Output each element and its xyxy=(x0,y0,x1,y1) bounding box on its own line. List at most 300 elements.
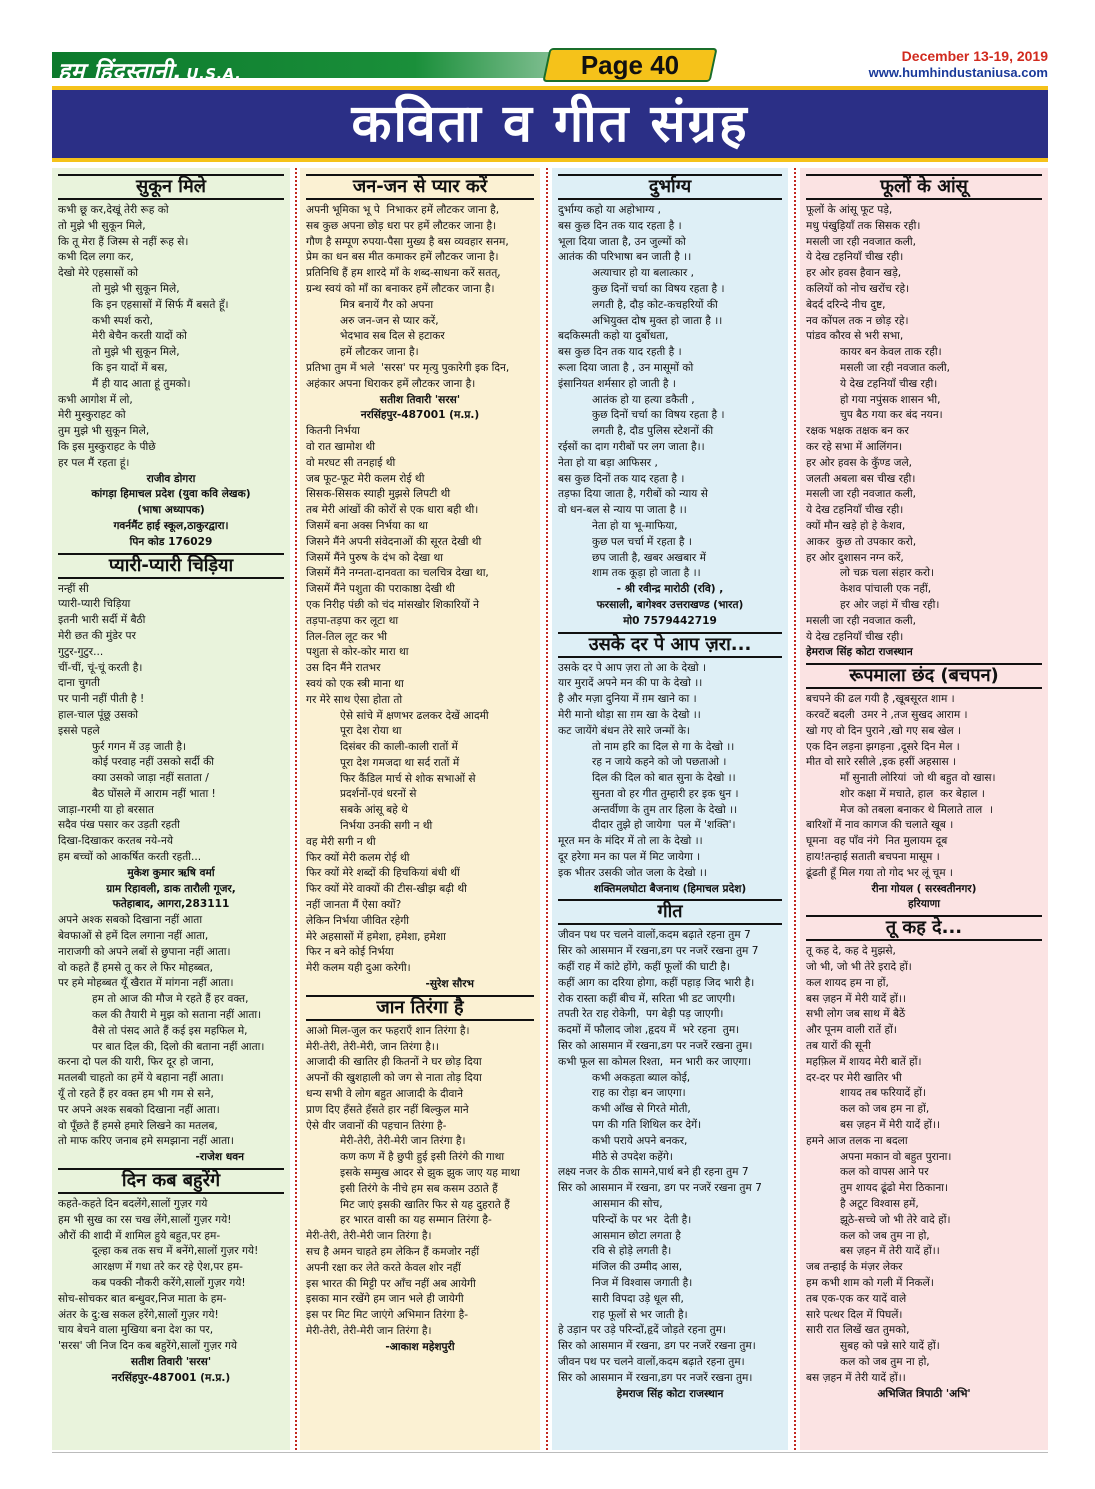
poem-line: दुर्भाग्य कहो या अहोभाग्य , xyxy=(558,204,661,216)
poem-line: बस ज़हन में मेरी यादें हों।। xyxy=(840,1119,941,1132)
column-2 xyxy=(300,168,540,1450)
poem-line: सारी रात लिखें खत तुमको, xyxy=(806,1324,910,1337)
website-link[interactable]: www.humhindustaniusa.com xyxy=(868,65,1048,80)
poem-line: तब यारों की सूनी xyxy=(806,1040,871,1053)
poem-line: सभी लोग जब साथ में बैठें xyxy=(806,1008,906,1021)
poem-line: बस ज़हन में तेरी यादें हों।। xyxy=(806,1371,906,1384)
logo-usa: U.S.A. xyxy=(186,65,242,83)
poem-line: बस ज़हन में तेरी यादें हों।। xyxy=(840,1245,940,1258)
poem-line: वो पूँछते हैं हमसे हमारे लिखने का मतलब, xyxy=(58,1119,218,1132)
poem-line: परिन्दों के पर भर देती है। xyxy=(592,1213,692,1226)
poem-line: हर भारत वासी का यह सम्मान तिरंगा है- xyxy=(340,1214,492,1227)
page-number: Page 40 xyxy=(580,50,680,80)
poem-line: मेरी-तेरी, तेरी-मेरी जान तिरंगा है। xyxy=(306,1324,432,1337)
poem-line: आओ मिल-जुल कर फहराएँ शान तिरंगा है। xyxy=(306,1024,470,1037)
author-line: गवर्नमैंट हाई स्कूल,ठाकुरद्वारा। xyxy=(113,519,229,532)
poem-line: शायद तब फरियादें हों। xyxy=(840,1087,927,1100)
poem-line: रह न जाये कहने को जो पछताओ । xyxy=(592,756,727,769)
poem-line: पांडव कौरव से भरी सभा, xyxy=(806,330,904,343)
poem-line: चाय बेचने वाला मुखिया बना देश का पर, xyxy=(58,1324,214,1337)
poem-line: प्यारी-प्यारी चिड़िया xyxy=(58,598,131,611)
poem-line: पर अपने अश्क सबको दिखाना नहीं आता। xyxy=(58,1103,220,1116)
poem-line: मूरत मन के मंदिर में तो ला के देखो ।। xyxy=(558,835,703,848)
poem-body xyxy=(558,928,782,1386)
poem-line: सब कुछ अपना छोड़ धरा पर हमें लौटकर जाना है। xyxy=(306,219,497,232)
poem-line: अभियुक्त दोष मुक्त हो जाता है ।। xyxy=(592,314,723,327)
poem-line: बैठ घोंसले में आराम नहीं भाता ! xyxy=(92,787,216,800)
poem-author: -राजेश धवन xyxy=(195,1151,244,1164)
poem-line: कल को जब हम ना हों, xyxy=(840,1103,930,1116)
poem-line: जब फूट-फूट मेरी कलम रोई थी xyxy=(306,472,425,485)
poem-author: हेमराज सिंह कोटा राजस्थान xyxy=(616,1387,724,1400)
poem-line: कल को जब तुम ना हो, xyxy=(840,1355,930,1368)
poem-line: वो मरघट सी तनहाई थी xyxy=(306,456,396,469)
poem-title: गीत xyxy=(558,899,782,925)
poem-line: अन्तर्वीणा के तुम तार हिला के देखो ।। xyxy=(592,803,738,816)
poem-line: अंतर के दु:ख सकल हरेंगे,सालों गुज़र गये! xyxy=(58,1308,219,1321)
poem-line: कुछ पल चर्चा में रहता है । xyxy=(592,535,692,548)
poem-line: मसली जा रही नवजात कली, xyxy=(806,235,917,248)
poem-line: कायर बन केवल ताक रही। xyxy=(840,346,942,359)
poem-line: वो कहते हैं हमसे तू कर ले फिर मोहब्बत, xyxy=(58,961,213,974)
poem-author xyxy=(58,866,284,913)
poem-line: कभी दिल लगा कर, xyxy=(58,251,134,264)
poem-line: रक्षक भक्षक तक्षक बन कर xyxy=(806,425,909,438)
poem-title: उसके दर पे आप ज़रा... xyxy=(558,632,782,658)
column-4 xyxy=(800,168,1048,1450)
poem-line: रूला दिया जाता है , उन मासूमों को xyxy=(558,361,694,374)
poem-line: एक निरीह पंछी को चंद मांसखोर शिकारियों ने xyxy=(306,598,479,611)
poem-line: हे उड़ान पर उड़े परिन्दों,हृदें जोड़ते रहना तुम। xyxy=(558,1324,726,1337)
poem-line: रवि से होड़े लगती है। xyxy=(592,1245,672,1258)
poem-line: पूरा देश गमजदा था सर्द रातों में xyxy=(340,756,460,769)
poem-line: इसके सम्मुख आदर से झुक झुक जाए यह माथा xyxy=(340,1167,520,1180)
poem-line: लगती है, दौड़ कोट-कचहरियों की xyxy=(592,298,718,311)
poem-line: मेज को तबला बनाकर थे मिलाते ताल । xyxy=(840,803,993,816)
author-line: रीना गोयल ( सरस्वतीनगर) xyxy=(871,882,977,895)
poem-line: सिर को आसमान में रखना,डग पर नजरें रखना तुम। xyxy=(558,1371,753,1384)
poem-line: तब एक-एक कर यादें वाले xyxy=(806,1292,907,1305)
poem-author: -आकाश महेशपुरी xyxy=(385,1340,455,1353)
poem-line: स्वयं को एक स्त्री माना था xyxy=(306,677,404,690)
poem-line: हर ओर दुशासन नग्न करें, xyxy=(806,551,904,564)
poem-line: कभी आगोश में लो, xyxy=(58,393,133,406)
poem-line: कर रहे सभा में आलिंगन। xyxy=(806,440,903,453)
column-1 xyxy=(52,168,290,1450)
poem-line: तपती रेत राह रोकेगी, पग बेड़ी पड़ जाएगी। xyxy=(558,1008,724,1021)
poem-line: हम बच्चों को आकर्षित करती रहती... xyxy=(58,851,202,864)
poem-line: आसमान की सोच, xyxy=(592,1198,663,1211)
poem-line: अरु जन-जन से प्यार करें, xyxy=(340,314,439,327)
poem-title: दिन कब बहुरेंगे xyxy=(58,1168,284,1194)
poem-line: अपनी भूमिका भू पे निभाकर हमें लौटकर जाना है, xyxy=(306,204,500,216)
poem-line: इसका मान रखेंगे हम जान भले ही जायेगी xyxy=(306,1293,464,1306)
poem-line: अपना मकान वो बहुत पुराना। xyxy=(840,1150,952,1163)
poem-body xyxy=(806,944,1042,1386)
poem-line: बदकिस्मती कहो या दुर्बोधता, xyxy=(558,330,669,343)
poem-line: प्रदर्शनों-एवं धरनों से xyxy=(340,788,417,801)
author-line: राजीव डोगरा xyxy=(146,472,196,485)
author-line: कांगड़ा हिमाचल प्रदेश (युवा कवि लेखक) xyxy=(91,488,251,501)
poem-line: कल को जब तुम ना हो, xyxy=(840,1229,930,1242)
poem-line: जिसमें मैंने पुरुष के दंभ को देखा था xyxy=(306,551,443,564)
poem-author: -सुरेश सौरभ xyxy=(425,978,474,991)
poem-line: नेता हो या बड़ा आफिसर , xyxy=(558,456,658,469)
poem-author xyxy=(306,393,534,425)
poem-line: छप जाती है, खबर अखबार में xyxy=(592,551,706,564)
poem-line: धन्य सभी वे लोग बहुत आजादी के दीवाने xyxy=(306,1088,464,1101)
poem-line: हर ओर हवस के कुँण्ड जले, xyxy=(806,456,913,469)
poem-line: कल शायद हम ना हों, xyxy=(806,976,889,989)
poem-line: बचपने की ढल गयी है ,खूबसूरत शाम । xyxy=(806,693,955,706)
poem-body xyxy=(306,203,534,393)
poem-line: कि इन यादों में बस, xyxy=(92,361,168,374)
poem-line: महफ़िल में शायद मेरी बातें हों। xyxy=(806,1055,922,1068)
author-line: हरियाणा xyxy=(908,898,940,911)
poem-author xyxy=(58,1355,284,1387)
poem-line: मतलबी चाहतो का हमें ये बहाना नहीं आता। xyxy=(58,1072,224,1085)
poem-line: माँ सुनाती लोरियां जो थी बहुत वो खास। xyxy=(840,772,996,785)
poem-line: जिसमें मैंने नग्नता-दानवता का चलचित्र देखा था, xyxy=(306,567,489,580)
poem-line: जो भी, जो भी तेरे इरादे हों। xyxy=(806,961,912,974)
poem-line: सोच-सोचकर बात बन्धुवर,निज माता के हम- xyxy=(58,1292,227,1305)
poem-line: प्रतिनिधि हैं हम शारदे माँ के शब्द-साधना करें सतत्, xyxy=(306,267,501,280)
poem-line: तड़फा दिया जाता है, गरीबों को न्याय से xyxy=(558,488,708,501)
poem-line: फुर्र गगन में उड़ जाती है। xyxy=(92,740,186,753)
poem-line: वैसे तो पंसद आते हैं कई इस महफिल मे, xyxy=(92,1024,248,1037)
column-divider xyxy=(295,168,297,1450)
poem-line: कोई परवाह नहीं उसको सर्दी की xyxy=(92,756,215,769)
poem-line: घूमना वह पाँव नंगे नित मुलायम दूब xyxy=(806,835,948,848)
poem-line: हमें लौटकर जाना है। xyxy=(340,346,419,359)
author-line: सतीश तिवारी 'सरस' xyxy=(379,393,461,406)
poem-line: हर ओर हवस हैवान खड़े, xyxy=(806,267,902,280)
poem-line: निज में विश्वास जगाती है। xyxy=(592,1277,693,1289)
poem-line: तिल-तिल लूट कर भी xyxy=(306,630,388,643)
poem-line: कदमों में फौलाद जोश ,हृदय में भरे रहना तुम। xyxy=(558,1024,740,1037)
poem-line: ग्रन्थ स्वयं को माँ का बनाकर हमें लौटकर जाना है। xyxy=(306,282,495,295)
poem-line: निर्भया उनकी सगी न थी xyxy=(340,820,433,833)
poem-line: तू कह दे, कह दे मुझसे, xyxy=(806,945,896,958)
poem-line: तड़पा-तड़पा कर लूटा था xyxy=(306,614,399,627)
column-3 xyxy=(552,168,788,1450)
poem-line: अपने अश्क सबको दिखाना नहीं आता xyxy=(58,914,203,927)
poem-line: हाय!तन्हाई सताती बचपना मासूम । xyxy=(806,851,940,864)
poem-line: बेवफाओं से हमें दिल लगाना नहीं आता, xyxy=(58,930,209,943)
poem-line: सदैव पंख पसार कर उड़ती रहती xyxy=(58,819,180,832)
poem-line: राह फूलों से भर जाती है। xyxy=(592,1308,688,1321)
poem-body xyxy=(58,913,284,1150)
poem-line: इंसानियत शर्मसार हो जाती है । xyxy=(558,377,676,390)
author-line: ग्राम रिहावली, डाक तारौली गूजर, xyxy=(106,882,236,895)
issue-date: December 13-19, 2019 xyxy=(901,48,1048,64)
poem-line: मसली जा रही नवजात कली, xyxy=(806,614,917,627)
poem-line: बस कुछ दिन तक याद रहता है । xyxy=(558,219,682,232)
poem-line: मेरी बेचैन करती यादों को xyxy=(92,330,187,343)
author-line: मुकेश कुमार ऋषि वर्मा xyxy=(127,866,215,879)
poem-line: अपनों की खुशहाली को जग से नाता तोड़ दिया xyxy=(306,1072,482,1085)
poem-line: लगती है, दौड पुलिस स्टेशनों की xyxy=(592,425,714,438)
poem-line: गर मेरे साथ ऐसा होता तो xyxy=(306,693,403,706)
poem-line: मित्र बनायें गैर को अपना xyxy=(340,298,434,311)
poem-line: मेरी कलम यही दुआ करेगी। xyxy=(306,962,411,975)
poem-line: मंजिल की उम्मीद आस, xyxy=(592,1261,683,1274)
poem-line: भूला दिया जाता है, उन जुल्मों को xyxy=(558,235,686,248)
poem-body xyxy=(558,203,782,582)
poem-title: फूलों के आंसू xyxy=(806,174,1042,200)
poem-line: कि इन एहसासों में सिर्फ मैं बसते हूँ। xyxy=(92,298,229,311)
poem-line: कहीं आग का दरिया होगा, कहीं पहाड़ जिद भारी है। xyxy=(558,976,755,989)
poem-line: इस पर मिट मिट जाएंगे अभिमान तिरंगा है- xyxy=(306,1309,469,1322)
poem-line: ये देख टहनियाँ चीख रही। xyxy=(806,630,904,643)
poem-line: तुम मुझे भी सुकून मिले, xyxy=(58,425,150,438)
poem-line: रईसों का दाग गरीबों पर लग जाता है।। xyxy=(558,440,705,453)
poem-line: फिर क्यों मेरे शब्दों की हिचकियां बंधी थीं xyxy=(306,867,460,880)
poem-line: आतंक हो या हत्या डकैती , xyxy=(592,393,695,406)
poem-body xyxy=(306,424,534,977)
poem-line: हो गया नपुंसक शासन भी, xyxy=(840,393,941,406)
poem-line: मीत वो सारे रसीले ,इक हसीं अहसास । xyxy=(806,756,957,769)
poem-line: कल को वापस आने पर xyxy=(840,1166,929,1179)
poem-author: हेमराज सिंह कोटा राजस्थान xyxy=(806,646,913,659)
poem-line: ऐसे सांचे में क्षणभर ढलकर देखें आदमी xyxy=(340,709,489,722)
column-divider xyxy=(546,168,548,1450)
poem-line: उसके दर पे आप ज़रा तो आ के देखो । xyxy=(558,661,706,674)
poem-line: कल की तैयारी मे मुझ को सताना नहीं आता। xyxy=(92,1009,262,1022)
poem-line: फिर क्यों मेरी कलम रोई थी xyxy=(306,851,410,864)
poem-line: प्रतिभा तुम में भले 'सरस' पर मृत्यु पुकारेगी इक दिन, xyxy=(306,361,510,374)
poem-line: वो धन-बल से न्याय पा जाता है ।। xyxy=(558,504,687,517)
poem-line: झूठे-सच्चे जो भी तेरे वादे हों। xyxy=(840,1213,951,1226)
poem-line: तो नाम हरि का दिल से गा के देखो ।। xyxy=(592,740,735,753)
poem-line: कुछ दिनों चर्चा का विषय रहता है । xyxy=(592,282,725,295)
poem-line: कितनी निर्भया xyxy=(306,425,360,438)
poem-line: अत्याचार हो या बलात्कार , xyxy=(592,267,694,280)
poem-title: दुर्भाग्य xyxy=(558,174,782,200)
poem-line: आतंक की परिभाषा बन जाती है ।। xyxy=(558,251,692,264)
poem-line: सिसक-सिसक स्याही मुझसे लिपटी थी xyxy=(306,488,451,501)
poem-line: कहीं राह में कांटे होंगे, कहीं फूलों की घाटी है। xyxy=(558,961,730,974)
poem-line: करवटें बदली उमर ने ,तज सुखद आराम । xyxy=(806,708,968,721)
poem-line: जिसमें मैंने पशुता की पराकाष्ठा देखी थी xyxy=(306,583,455,596)
poem-line: इससे पहले xyxy=(58,724,100,737)
poem-body xyxy=(58,1197,284,1355)
poem-line: लक्ष्य नजर के ठीक सामने,पार्थ बने ही रहना तुम 7 xyxy=(558,1166,749,1179)
poem-line: शाम तक कूड़ा हो जाता है ।। xyxy=(592,567,701,580)
poem-body xyxy=(806,692,1042,882)
poem-line: तो मुझे भी सुकून मिले, xyxy=(92,282,180,295)
poem-line: सबके आंसू बहे थे xyxy=(340,804,408,817)
poem-line: बस कुछ दिनों तक याद रहता है । xyxy=(558,472,685,485)
author-line: नरसिंहपुर-487001 (म.प्र.) xyxy=(111,1371,231,1384)
poem-line: बस कुछ दिन तक याद रहती है । xyxy=(558,346,682,359)
poem-line: जिसमें बना अक्स निर्भया का था xyxy=(306,519,428,532)
poem-line: कभी स्पर्श करो, xyxy=(92,314,153,327)
poem-line: देखो मेरे एहसासों को xyxy=(58,267,138,280)
poem-line: मेरी छत की मुंडेर पर xyxy=(58,629,136,642)
poem-line: फिर न बने कोई निर्भया xyxy=(306,946,394,959)
poem-line: मधु पंखुड़ियाँ तक सिसक रही। xyxy=(806,219,921,232)
poem-line: औरों की शादी में शामिल हुये बहुत,पर हम- xyxy=(58,1229,221,1242)
poem-line: पर पानी नहीं पीती है ! xyxy=(58,693,145,706)
poem-line: मिट जाएं इसकी खातिर फिर से यह दुहराते हैं xyxy=(340,1198,510,1211)
poem-title: तू कह दे... xyxy=(806,915,1042,941)
poem-line: केशव पांचाली एक नहीं, xyxy=(840,583,932,596)
poem-line: क्या उसको जाड़ा नहीं सताता / xyxy=(92,772,209,785)
poem-line: सिर को आसमान में रखना,डग पर नजरें रखना तुम 7 xyxy=(558,945,759,958)
poem-author: शक्तिमलघोटा बैजनाथ (हिमाचल प्रदेश) xyxy=(593,882,747,895)
poem-line: जब तन्हाई के मंज़र लेकर xyxy=(806,1261,903,1274)
poem-line: दिखा-दिखाकर करतब नये-नये xyxy=(58,835,174,848)
poem-line: भेदभाव सब दिल से हटाकर xyxy=(340,330,445,343)
poem-line: पूरा देश रोया था xyxy=(340,725,402,738)
poem-line: मेरी मुस्कुराहट को xyxy=(58,409,126,422)
poem-line: है अटूट विश्वास हमें, xyxy=(840,1198,919,1211)
poem-line: बारिशों में नाव कागज की चलाते खूब । xyxy=(806,819,954,832)
poem-line: फूलों के आंसू फूट पड़े, xyxy=(806,204,893,216)
author-line: नरसिंहपुर-487001 (म.प्र.) xyxy=(360,409,480,422)
poem-line: आरक्षण में गधा तरे कर रहे ऐश,पर हम- xyxy=(92,1261,243,1274)
poem-line: कभी छू कर,देखूं तेरी रूह को xyxy=(58,204,169,216)
column-divider xyxy=(794,168,796,1450)
poem-author xyxy=(58,472,284,551)
poem-line: कब पक्की नौकरी करेंगे,सालों गुज़र गये! xyxy=(92,1277,246,1289)
poem-line: अहंकार अपना धिराकर हमें लौटकर जाना है। xyxy=(306,377,476,390)
poem-body xyxy=(558,661,782,882)
poem-line: प्राण दिए हँसते हँसते हार नहीं बिल्कुल माने xyxy=(306,1103,469,1116)
newspaper-logo xyxy=(58,54,241,86)
poem-line: मसली जा रही नवजात कली, xyxy=(840,361,951,374)
poem-line: नन्हीं सी xyxy=(58,582,89,595)
poem-line: गुटुर-गुटुर... xyxy=(58,645,104,658)
poem-line: आसमान छोटा लगता है xyxy=(592,1229,681,1242)
poem-line: 'सरस' जी निज दिन कब बहुरेंगे,सालों गुज़र गये xyxy=(58,1340,238,1353)
poem-line: इक भीतर उसकी जोत जला के देखो ।। xyxy=(558,866,707,879)
poem-line: दीदार तुझे हो जायेगा पल में 'शक्ति'। xyxy=(592,819,736,832)
poem-line: फिर क्यों मेरे वाक्यों की टीस-खीझ बढ़ी थी xyxy=(306,883,467,896)
poem-line: सिर को आसमान में रखना, डग पर नजरें रखना तुम। xyxy=(558,1340,756,1353)
poem-line: जिसने मैंने अपनी संवेदनाओं की सूरत देखी थी xyxy=(306,535,482,548)
author-line: पिन कोड 176029 xyxy=(129,535,213,548)
poem-line: करना दो पल की यारी, फिर दूर हो जाना, xyxy=(58,1056,214,1069)
poem-body xyxy=(806,203,1042,645)
poem-line: नव कोंपल तक न छोड़ रहे। xyxy=(806,314,909,327)
poem-line: खो गए वो दिन पुराने ,खो गए सब खेल । xyxy=(806,724,962,737)
poem-line: कभी पराये अपने बनकर, xyxy=(592,1134,688,1147)
poem-title: जन-जन से प्यार करें xyxy=(306,174,534,200)
poem-line: पग की गति शिथिल कर देगें। xyxy=(592,1119,702,1132)
poem-line: कि इस मुस्कुराहट के पीछे xyxy=(58,440,156,453)
poem-line: नहीं जानता मैं ऐसा क्यों? xyxy=(306,899,402,912)
poem-line: एक दिन लड़ना झगड़ना ,दूसरे दिन मेल । xyxy=(806,740,960,753)
poem-line: कि तू मेरा हैं जिस्म से नहीं रूह से। xyxy=(58,235,189,248)
poem-line: आजादी की खातिर ही कितनों ने घर छोड़ दिया xyxy=(306,1056,482,1069)
poem-line: ये देख टहनियाँ चीख रही। xyxy=(840,377,938,390)
poem-line: ये देख टहनियाँ चीख रही। xyxy=(806,251,904,264)
poem-title: प्यारी-प्यारी चिड़िया xyxy=(58,553,284,579)
poem-line: उस दिन मैंने रातभर xyxy=(306,662,381,675)
poem-line: कण कण में है छुपी हुई इसी तिरंगे की गाथा xyxy=(340,1151,505,1164)
poem-line: मीठे से उपदेश कहेंगे। xyxy=(592,1150,673,1163)
poem-line: राह का रोड़ा बन जाएगा। xyxy=(592,1087,686,1100)
poem-line: मेरी मानो थोड़ा सा ग़म खा के देखो ।। xyxy=(558,708,701,721)
poem-line: बस ज़हन में मेरी यादें हों।। xyxy=(806,992,907,1005)
logo-text: हम हिंदुस्तानी, xyxy=(58,59,183,85)
poem-line: कलियों को नोच खरोंच रहे। xyxy=(806,282,910,295)
page-bottom-rule xyxy=(52,1452,1048,1453)
poem-line: सारी विपदा उड़े धूल सी, xyxy=(592,1292,684,1305)
poem-line: और पूनम वाली रातें हों। xyxy=(806,1024,897,1037)
poem-line: कभी अकड़ता ब्याल कोई, xyxy=(592,1071,691,1084)
poem-title: सुकून मिले xyxy=(58,174,284,200)
poem-line: बेदर्द दरिन्दे नीच दुष्ट, xyxy=(806,298,886,311)
poem-line: नाराजगी को अपने लबों से छुपाना नहीं आता। xyxy=(58,945,231,958)
poem-line: हाल-चाल पूंछू उसको xyxy=(58,708,139,721)
poem-line: कभी फूल सा कोमल रिश्ता, मन भारी कर जाएगा। xyxy=(558,1055,752,1068)
poem-line: कभी आँख से गिरते मोती, xyxy=(592,1103,691,1116)
poem-line: कुछ दिनों चर्चा का विषय रहता है । xyxy=(592,409,725,422)
poem-line: तो मुझे भी सुकून मिले, xyxy=(58,219,146,232)
author-line: - श्री रवीन्द्र मारोठी (रवि) , xyxy=(616,583,724,596)
poem-author: अभिजित त्रिपाठी 'अभि' xyxy=(877,1387,971,1400)
section-title: कविता व गीत संग्रह xyxy=(351,94,749,154)
poem-line: इसी तिरंगे के नीचे हम सब कसम उठाते हैं xyxy=(340,1182,498,1195)
poem-line: पर बात दिल की, दिलो की बताना नहीं आता। xyxy=(92,1040,265,1053)
poem-line: सिर को आसमान में रखना, डग पर नजरें रखना तुम 7 xyxy=(558,1182,762,1195)
poem-line: सुबह को पन्ने सारे यादें हों। xyxy=(840,1340,940,1353)
poem-line: मेरे अहसासों में हमेशा, हमेशा, हमेशा xyxy=(306,930,446,943)
poem-line: यूँ तो रहते हैं हर वक्त हम भी गम से सने, xyxy=(58,1088,214,1101)
poem-line: सिर को आसमान में रखना,डग पर नजरें रखना तुम। xyxy=(558,1040,753,1053)
poem-line: लेकिन निर्भया जीवित रहेगी xyxy=(306,914,409,927)
poem-line: दूल्हा कब तक सच में बनेंगे,सालों गुज़र गये! xyxy=(92,1245,259,1258)
poem-title: जान तिरंगा है xyxy=(306,995,534,1021)
poem-title: रूपमाला छंद (बचपन) xyxy=(806,663,1042,689)
poem-line: है और मज़ा दुनिया में ग़म खाने का । xyxy=(558,693,697,706)
section-banner xyxy=(52,86,1048,162)
author-line: मो0 7579442719 xyxy=(623,614,717,627)
poem-line: ये देख टहनियाँ चीख रही। xyxy=(806,504,904,517)
poem-line: इस भारत की मिट्टी पर आँच नहीं अब आयेगी xyxy=(306,1277,476,1290)
poem-line: प्रेम का धन बस मीत कमाकर हमें लौटकर जाना है। xyxy=(306,251,499,264)
poem-line: हम तो आज की मौज मे रहते हैं हर वक्त, xyxy=(92,993,249,1006)
author-line: फरसाली, बागेश्वर उत्तराखण्ड (भारत) xyxy=(596,598,744,611)
poem-line: लो चक्र चला संहार करो। xyxy=(840,567,935,580)
masthead xyxy=(52,48,1048,85)
poem-line: नेता हो या भू-माफिया, xyxy=(592,519,678,532)
poem-body xyxy=(306,1024,534,1340)
poem-line: दर-दर पर मेरी खातिर भी xyxy=(806,1071,902,1084)
poem-line: जीवन पथ पर चलने वालों,कदम बढ़ाते रहना तुम। xyxy=(558,1355,745,1368)
poem-line: मेरी-तेरी, तेरी-मेरी, जान तिरंगा है।। xyxy=(306,1040,439,1053)
poem-line: अपनी रक्षा कर लेते करते केवल शोर नहीं xyxy=(306,1261,461,1274)
poem-line: यार मुरादें अपने मन की पा के देखो ।। xyxy=(558,677,703,690)
author-line: फतेहाबाद, आगरा,283111 xyxy=(112,898,230,911)
poem-line: इतनी भारी सर्दी में बैठी xyxy=(58,614,146,627)
poem-line: सारे पत्थर दिल में पिघलें। xyxy=(806,1308,903,1321)
poem-line: चीं-चीं, चूं-चूं करती है। xyxy=(58,661,143,674)
poem-line: मेरी-तेरी, तेरी-मेरी जान तिरंगा है। xyxy=(340,1135,466,1148)
poem-line: कहते-कहते दिन बदलेंगे,सालों गुज़र गये xyxy=(58,1198,208,1211)
poem-line: फिर कैंडिल मार्च से शोक सभाओं से xyxy=(340,772,476,785)
poem-line: तब मेरी आंखों की कोरों से एक धारा बही थी। xyxy=(306,504,479,517)
author-line: सतीश तिवारी 'सरस' xyxy=(130,1355,212,1368)
poem-line: आकर कुछ तो उपकार करो, xyxy=(806,535,917,548)
poem-line: जाड़ा-गरमी या हो बरसात xyxy=(58,803,154,816)
poem-line: मैं ही याद आता हूं तुमको। xyxy=(92,377,191,390)
page-number-badge xyxy=(542,48,717,82)
poem-line: दिसंबर की काली-काली रातों में xyxy=(340,741,458,754)
